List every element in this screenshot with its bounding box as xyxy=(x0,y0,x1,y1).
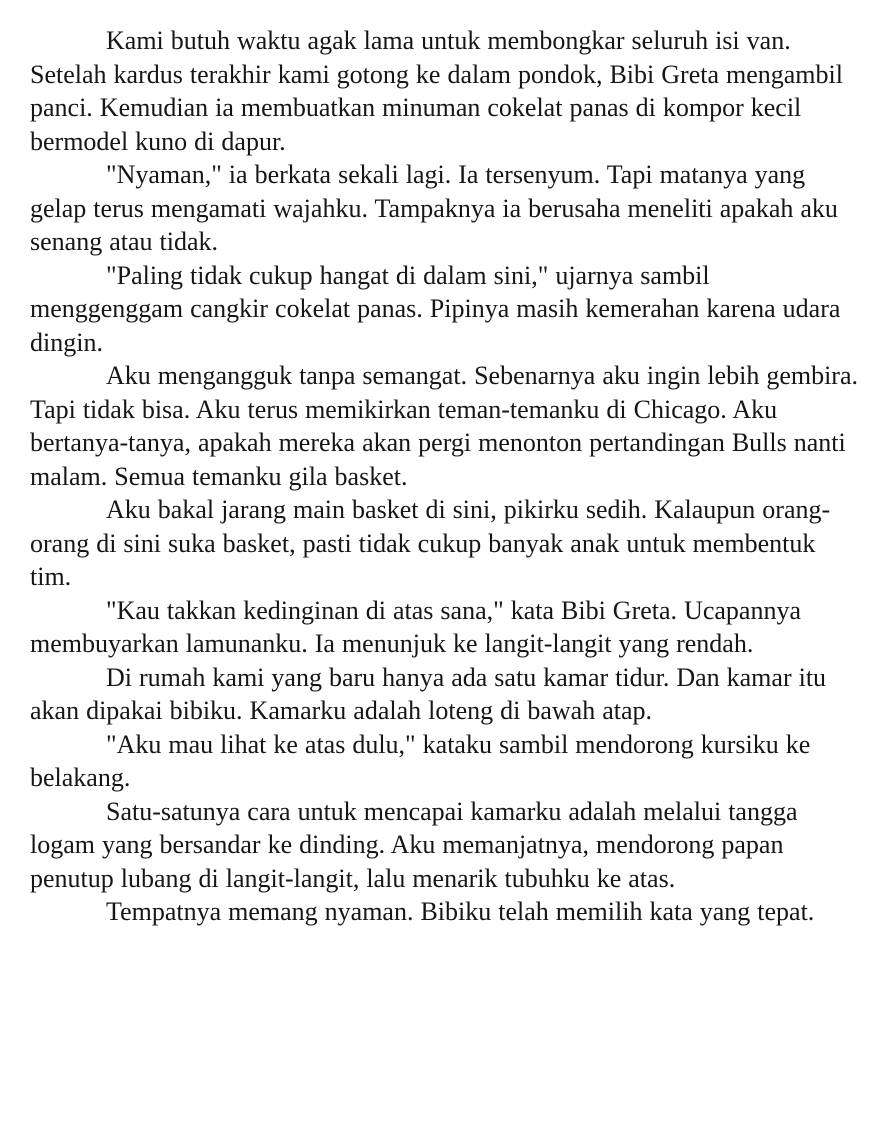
paragraph: Aku mengangguk tanpa semangat. Sebenarnya aku ingin lebih gembira. Tapi tidak bisa. Aku terus memikirkan teman-temanku di Chicago. Aku bertanya-tanya, apakah mereka akan pergi menonton pertandingan Bulls nanti malam. Semua temanku gila basket. xyxy=(30,361,859,491)
page-text xyxy=(30,24,860,929)
paragraph: Aku bakal jarang main basket di sini, pikirku sedih. Kalaupun orang-orang di sini suka basket, pasti tidak cukup banyak anak untuk membentuk tim. xyxy=(30,495,831,591)
paragraph: Satu-satunya cara untuk mencapai kamarku adalah melalui tangga logam yang bersandar ke dinding. Aku memanjatnya, mendorong papan penutup lubang di langit-langit, lalu menarik tubuhku ke atas. xyxy=(30,796,798,893)
paragraph: "Kau takkan kedinginan di atas sana," kata Bibi Greta. Ucapannya membuyarkan lamunanku. Ia menunjuk ke langit-langit yang rendah. xyxy=(30,595,801,658)
paragraph: "Paling tidak cukup hangat di dalam sini," ujarnya sambil menggenggam cangkir cokelat panas. Pipinya masih kemerahan karena udara dingin. xyxy=(30,260,841,357)
paragraph: Kami butuh waktu agak lama untuk membongkar seluruh isi van. Setelah kardus terakhir kami gotong ke dalam pondok, Bibi Greta mengambil panci. Kemudian ia membuatkan minuman cokelat panas di kompor kecil bermodel kuno di dapur. xyxy=(30,26,843,156)
paragraph: Tempatnya memang nyaman. Bibiku telah memilih kata yang tepat. xyxy=(106,897,815,926)
paragraph: "Aku mau lihat ke atas dulu," kataku sambil mendorong kursiku ke belakang. xyxy=(30,729,811,792)
paragraph: Di rumah kami yang baru hanya ada satu kamar tidur. Dan kamar itu akan dipakai bibiku. Kamarku adalah loteng di bawah atap. xyxy=(30,662,827,725)
paragraph: "Nyaman," ia berkata sekali lagi. Ia tersenyum. Tapi matanya yang gelap terus mengamati wajahku. Tampaknya ia berusaha meneliti apakah aku senang atau tidak. xyxy=(30,160,838,256)
